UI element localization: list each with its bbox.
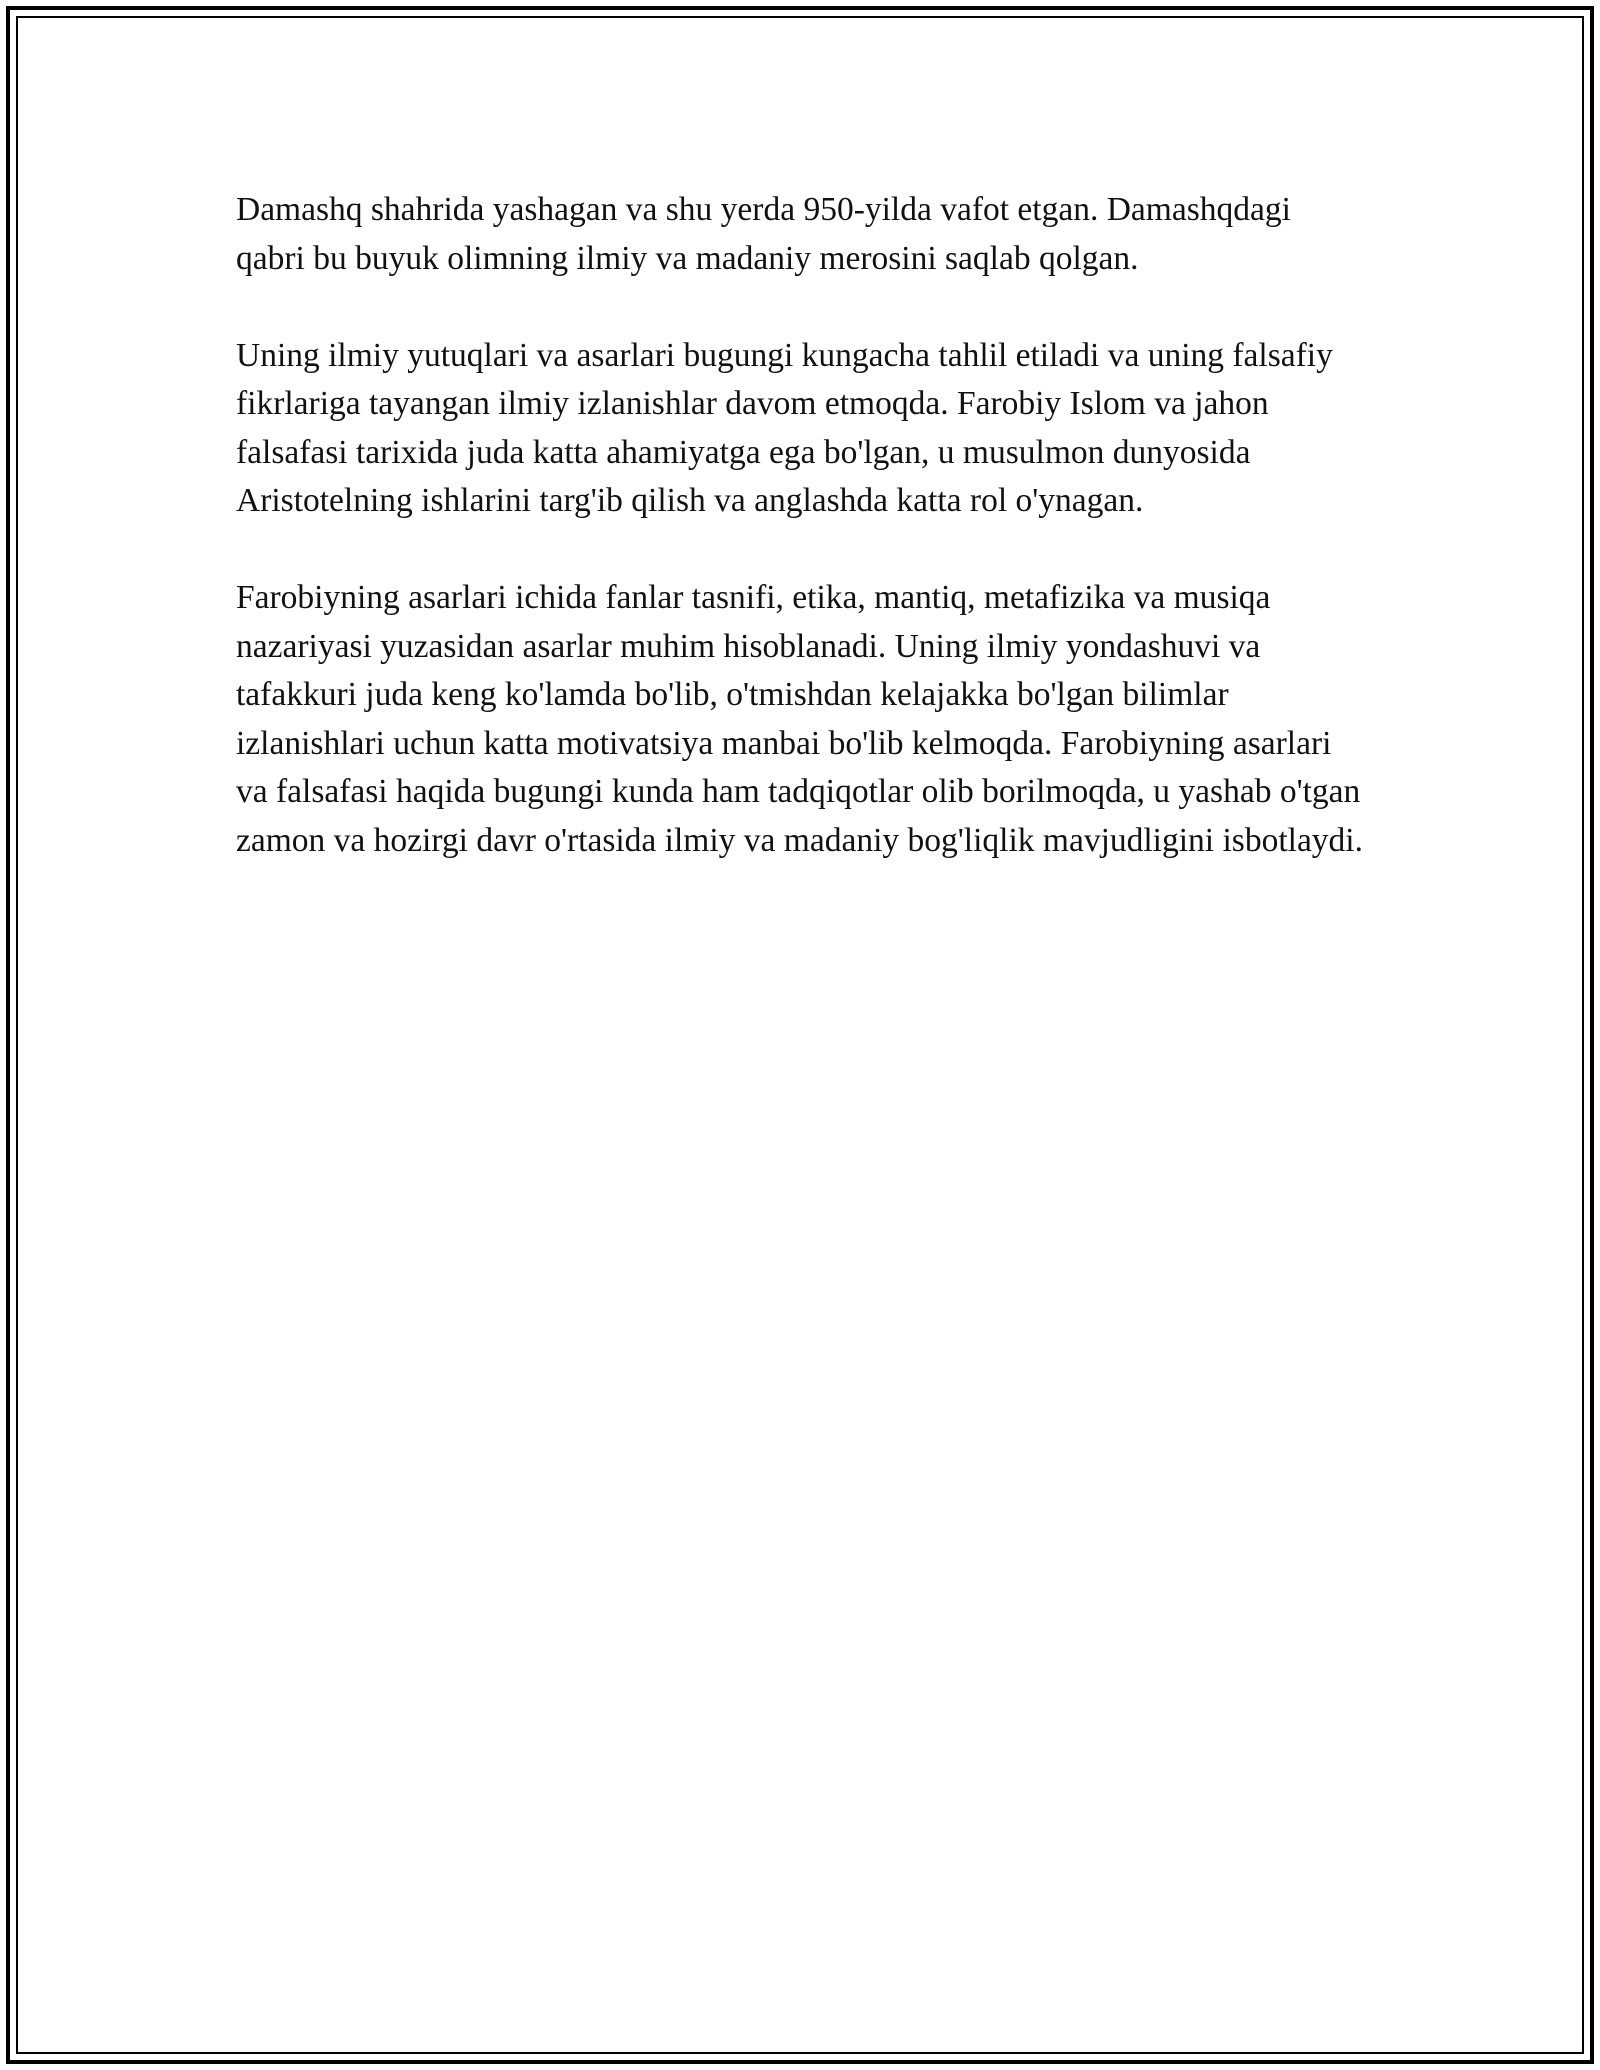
document-body: [236, 186, 1366, 914]
paragraph-3: Farobiyning asarlari ichida fanlar tasnifi, etika, mantiq, metafizika va musiqa nazariyasi yuzasidan asarlar muhim hisoblanadi. Uning ilmiy yondashuvi va tafakkuri juda keng ko'lamda bo'lib, o'tmishdan kelajakka bo'lgan bilimlar izlanishlari uchun katta motivatsiya manbai bo'lib kelmoqda. Farobiyning asarlari va falsafasi haqida bugungi kunda ham tadqiqotlar olib borilmoqda, u yashab o'tgan zamon va hozirgi davr o'rtasida ilmiy va madaniy bog'liqlik mavjudligini isbotlaydi.: [236, 579, 1363, 859]
paragraph-2: Uning ilmiy yutuqlari va asarlari bugungi kungacha tahlil etiladi va uning falsafiy fikrlariga tayangan ilmiy izlanishlar davom etmoqda. Farobiy Islom va jahon falsafasi tarixida juda katta ahamiyatga ega bo'lgan, u musulmon dunyosida Aristotelning ishlarini targ'ib qilish va anglashda katta rol o'ynagan.: [236, 336, 1333, 519]
paragraph-1: Damashq shahrida yashagan va shu yerda 950-yilda vafot etgan. Damashqdagi qabri bu buyuk olimning ilmiy va madaniy merosini saqlab qolgan.: [236, 191, 1291, 277]
